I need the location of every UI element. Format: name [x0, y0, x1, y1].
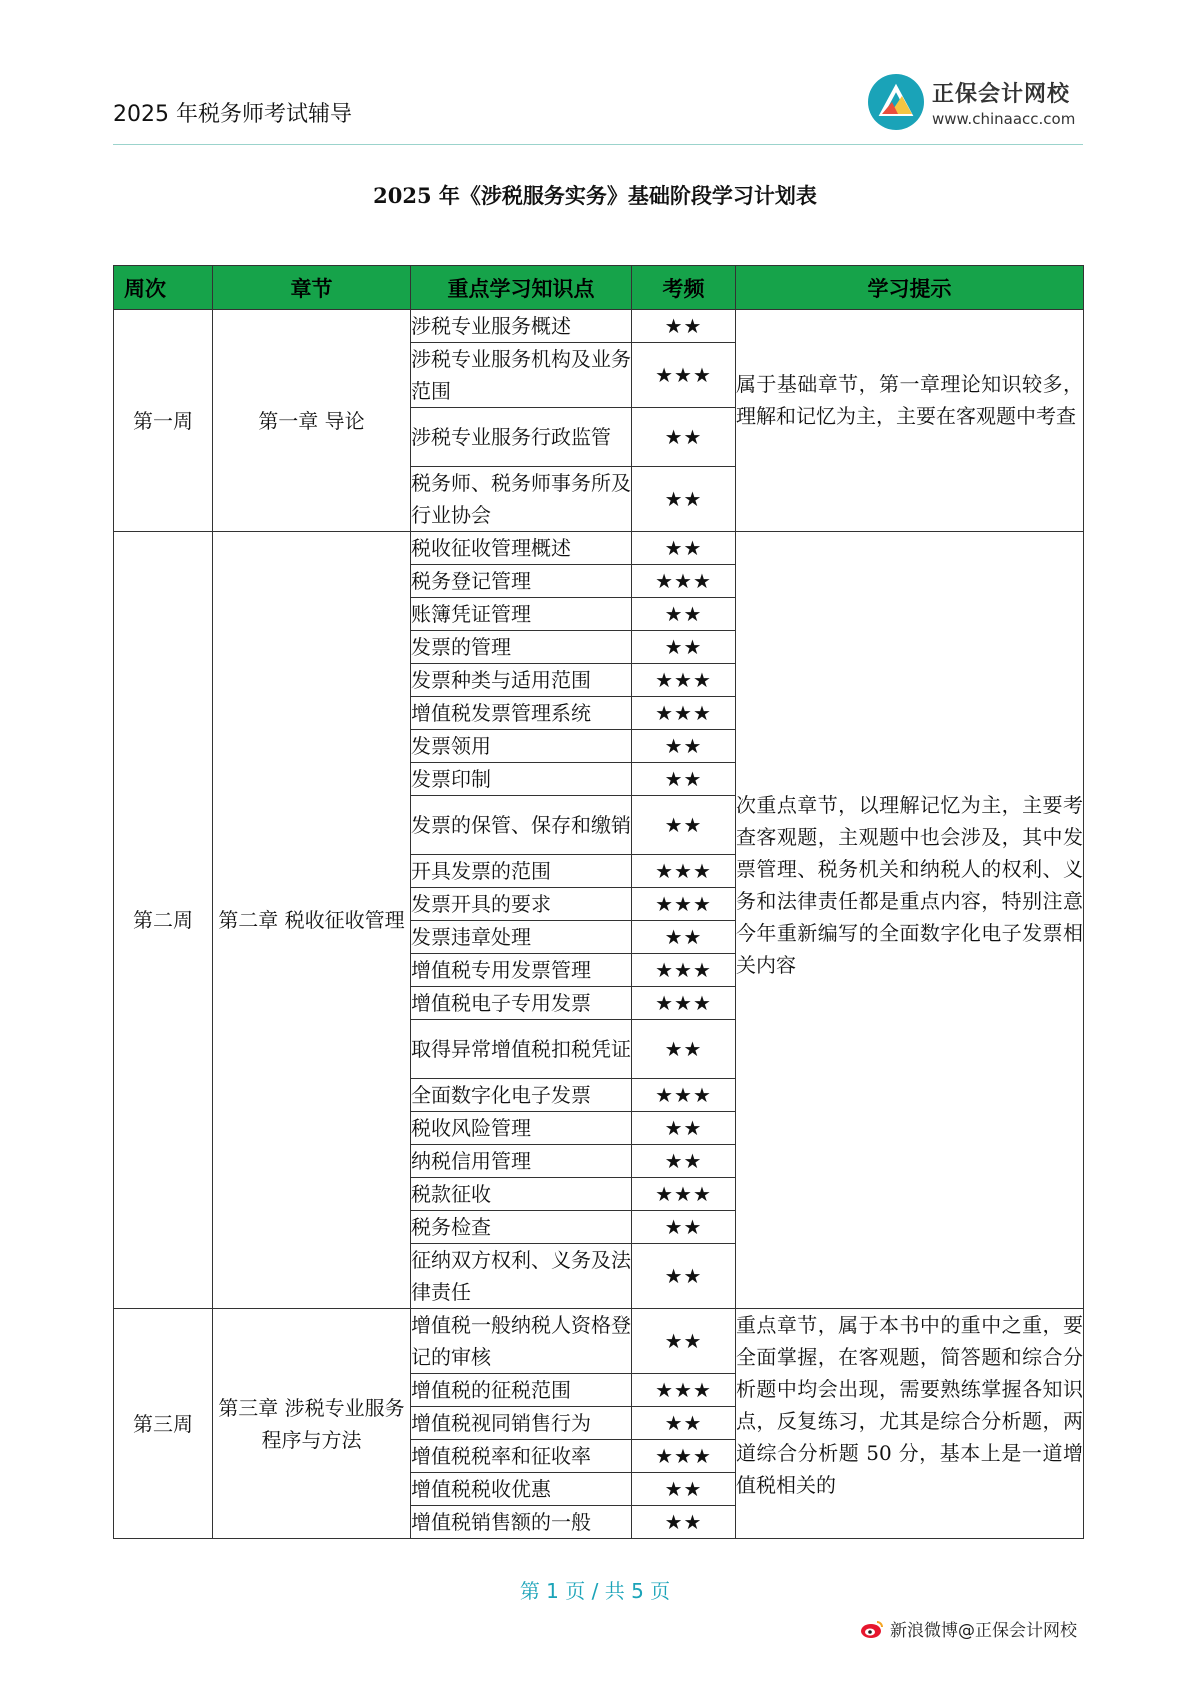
frequency-stars: ★★★ [632, 664, 736, 697]
logo-name: 正保会计网校 [932, 81, 1071, 107]
key-point-cell: 发票违章处理 [411, 921, 632, 954]
frequency-stars: ★★ [632, 1244, 736, 1309]
key-point-cell: 纳税信用管理 [411, 1145, 632, 1178]
weibo-handle: 新浪微博@正保会计网校 [890, 1621, 1077, 1641]
chapter-cell: 第一章 导论 [213, 310, 411, 532]
key-point-cell: 征纳双方权利、义务及法律责任 [411, 1244, 632, 1309]
key-point-cell: 涉税专业服务机构及业务范围 [411, 343, 632, 408]
frequency-stars: ★★ [632, 1309, 736, 1374]
key-point-cell: 发票领用 [411, 730, 632, 763]
brand-logo [868, 74, 1075, 130]
table-row [114, 532, 1084, 565]
frequency-stars: ★★ [632, 1473, 736, 1506]
key-point-cell: 增值税税收优惠 [411, 1473, 632, 1506]
column-header-tips: 学习提示 [736, 266, 1084, 310]
frequency-stars: ★★ [632, 1506, 736, 1539]
frequency-stars: ★★ [632, 467, 736, 532]
key-point-cell: 发票的保管、保存和缴销 [411, 796, 632, 855]
key-point-cell: 增值税发票管理系统 [411, 697, 632, 730]
study-tip-cell: 重点章节，属于本书中的重中之重，要全面掌握，在客观题，简答题和综合分析题中均会出现，需要熟练掌握各知识点，反复练习，尤其是综合分析题，两道综合分析题 50 分，基本上是一道增值税相关的 [736, 1309, 1084, 1539]
key-point-cell: 税款征收 [411, 1178, 632, 1211]
page-number: 第 1 页 / 共 5 页 [519, 1579, 671, 1603]
column-header-key-points: 重点学习知识点 [411, 266, 632, 310]
key-point-cell: 账簿凭证管理 [411, 598, 632, 631]
frequency-stars: ★★ [632, 1112, 736, 1145]
frequency-stars: ★★ [632, 1211, 736, 1244]
frequency-stars: ★★★ [632, 1178, 736, 1211]
table-header-row [114, 266, 1084, 310]
key-point-cell: 发票的管理 [411, 631, 632, 664]
key-point-cell: 涉税专业服务概述 [411, 310, 632, 343]
column-header-frequency: 考频 [632, 266, 736, 310]
week-cell: 第二周 [114, 532, 213, 1309]
table-row [114, 310, 1084, 343]
key-point-cell: 发票印制 [411, 763, 632, 796]
header-divider [113, 144, 1083, 145]
key-point-cell: 涉税专业服务行政监管 [411, 408, 632, 467]
frequency-stars: ★★ [632, 532, 736, 565]
key-point-cell: 税收风险管理 [411, 1112, 632, 1145]
frequency-stars: ★★★ [632, 954, 736, 987]
header-title: 2025 年税务师考试辅导 [113, 102, 352, 127]
key-point-cell: 开具发票的范围 [411, 855, 632, 888]
frequency-stars: ★★ [632, 631, 736, 664]
document-title: 2025 年《涉税服务实务》基础阶段学习计划表 [373, 183, 817, 208]
frequency-stars: ★★★ [632, 855, 736, 888]
key-point-cell: 增值税一般纳税人资格登记的审核 [411, 1309, 632, 1374]
frequency-stars: ★★★ [632, 888, 736, 921]
frequency-stars: ★★★ [632, 1079, 736, 1112]
chapter-cell: 第三章 涉税专业服务程序与方法 [213, 1309, 411, 1539]
column-header-chapter: 章节 [213, 266, 411, 310]
frequency-stars: ★★★ [632, 697, 736, 730]
frequency-stars: ★★ [632, 921, 736, 954]
key-point-cell: 增值税视同销售行为 [411, 1407, 632, 1440]
study-plan-table [113, 265, 1084, 1539]
chapter-cell: 第二章 税收征收管理 [213, 532, 411, 1309]
key-point-cell: 税务登记管理 [411, 565, 632, 598]
frequency-stars: ★★ [632, 1407, 736, 1440]
key-point-cell: 税务检查 [411, 1211, 632, 1244]
study-tip-cell: 属于基础章节，第一章理论知识较多，理解和记忆为主，主要在客观题中考查 [736, 310, 1084, 532]
key-point-cell: 增值税电子专用发票 [411, 987, 632, 1020]
study-tip-cell: 次重点章节，以理解记忆为主，主要考查客观题，主观题中也会涉及，其中发票管理、税务机关和纳税人的权利、义务和法律责任都是重点内容，特别注意今年重新编写的全面数字化电子发票相关内容 [736, 532, 1084, 1309]
frequency-stars: ★★ [632, 730, 736, 763]
week-cell: 第三周 [114, 1309, 213, 1539]
frequency-stars: ★★ [632, 1020, 736, 1079]
key-point-cell: 增值税税率和征收率 [411, 1440, 632, 1473]
frequency-stars: ★★ [632, 1145, 736, 1178]
frequency-stars: ★★★ [632, 1440, 736, 1473]
frequency-stars: ★★ [632, 408, 736, 467]
frequency-stars: ★★ [632, 763, 736, 796]
frequency-stars: ★★★ [632, 987, 736, 1020]
frequency-stars: ★★ [632, 310, 736, 343]
key-point-cell: 发票开具的要求 [411, 888, 632, 921]
frequency-stars: ★★ [632, 796, 736, 855]
column-header-week: 周次 [114, 266, 213, 310]
key-point-cell: 取得异常增值税扣税凭证 [411, 1020, 632, 1079]
logo-url: www.chinaacc.com [932, 109, 1076, 128]
key-point-cell: 增值税的征税范围 [411, 1374, 632, 1407]
frequency-stars: ★★ [632, 598, 736, 631]
chinaacc-logo-icon [868, 74, 924, 130]
weibo-credit [860, 1616, 1077, 1641]
key-point-cell: 发票种类与适用范围 [411, 664, 632, 697]
key-point-cell: 税务师、税务师事务所及行业协会 [411, 467, 632, 532]
frequency-stars: ★★★ [632, 1374, 736, 1407]
key-point-cell: 税收征收管理概述 [411, 532, 632, 565]
key-point-cell: 增值税销售额的一般 [411, 1506, 632, 1539]
week-cell: 第一周 [114, 310, 213, 532]
frequency-stars: ★★★ [632, 565, 736, 598]
key-point-cell: 增值税专用发票管理 [411, 954, 632, 987]
table-row [114, 1309, 1084, 1374]
frequency-stars: ★★★ [632, 343, 736, 408]
key-point-cell: 全面数字化电子发票 [411, 1079, 632, 1112]
weibo-icon [860, 1619, 884, 1639]
